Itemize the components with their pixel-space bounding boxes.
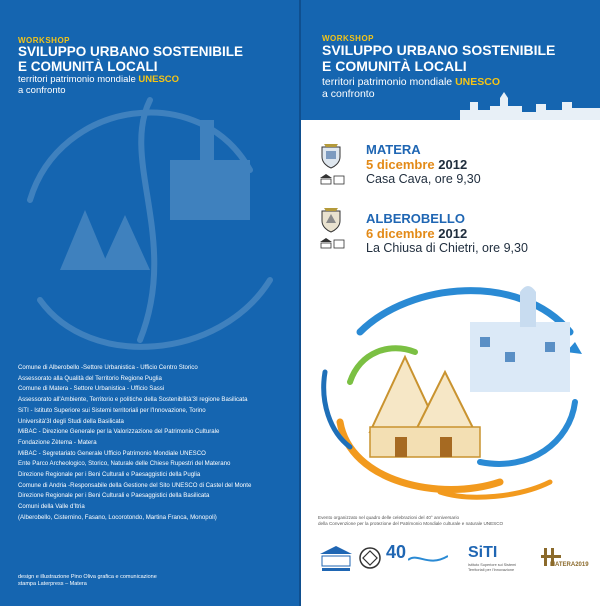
title-line-2: E COMUNITÀ LOCALI [322, 58, 467, 74]
event-date: 5 dicembre 2012 [366, 157, 468, 172]
matera-crest-icon [320, 143, 342, 169]
partner-item: Comuni della Valle d'Itria [18, 503, 85, 511]
partner-item: SiTI - Istituto Superiore sui Sistemi territoriali per l'Innovazione, Torino [18, 406, 206, 414]
credit-line-2: stampa Laterpress – Matera [18, 581, 87, 587]
anniversary-40-logo: 40 [386, 542, 407, 562]
title [322, 42, 555, 74]
siti-logo: SiTI [468, 544, 498, 561]
partner-item: Assessorato all'Ambiente, Territorio e politiche della Sostenibilità'3I regione Basilicata [18, 396, 248, 404]
anniversary-wave-icon [408, 552, 448, 564]
event-place: La Chiusa di Chietri, ore 9,30 [366, 241, 528, 255]
alberobello-crest-icon [320, 207, 342, 233]
workshop-label: WORKSHOP [322, 34, 374, 43]
subtitle-line-2: a confronto [322, 88, 375, 100]
partner-item: Direzione Regionale per i Beni Culturali e Paesaggistici della Basilicata [18, 492, 210, 500]
unesco-icon [318, 237, 346, 249]
partner-item: (Alberobello, Cisternino, Fasano, Locorotondo, Martina Franca, Monopoli) [18, 513, 217, 521]
partner-item: Università'3I degli Studi della Basilicata [18, 417, 124, 425]
title-line-2: E COMUNITÀ LOCALI [18, 59, 158, 74]
footnote-line-2: della Convenzione per la protezione del Patrimonio Mondiale culturale e naturale UNESCO [318, 521, 504, 526]
partner-item: Comune di Andria -Responsabile della Gestione del Sito UNESCO di Castel del Monte [18, 481, 252, 489]
partner-item: Comune di Matera - Settore Urbanistica - Ufficio Sassi [18, 385, 165, 393]
subtitle-prefix: territori patrimonio mondiale [322, 76, 456, 88]
subtitle [18, 74, 179, 96]
partner-item: Fondazione Zètema - Matera [18, 438, 97, 446]
credit-line-1: design e illustrazione Pino Oliva grafica e comunicazione [18, 574, 157, 580]
footnote [318, 515, 588, 527]
title-line-1: SVILUPPO URBANO SOSTENIBILE [322, 42, 556, 58]
partners-list [18, 363, 293, 524]
subtitle-prefix: territori patrimonio mondiale [18, 74, 139, 85]
footnote-line-1: Evento organizzato nel quadro delle celebrazioni del 40° anniversario [318, 515, 460, 520]
workshop-label: WORKSHOP [18, 36, 70, 45]
event-alberobello [366, 211, 528, 256]
event-city: MATERA [366, 142, 421, 157]
event-place: Casa Cava, ore 9,30 [366, 172, 481, 186]
right-panel [300, 0, 600, 606]
partner-item: Ente Parco Archeologico, Storico, Naturale delle Chiese Rupestri del Materano [18, 460, 231, 468]
credits [18, 574, 157, 588]
partner-item: Comune di Alberobello -Settore Urbanistica - Ufficio Centro Storico [18, 364, 198, 371]
partner-item: Assessorato alla Qualità del Territorio Regione Puglia [18, 374, 162, 382]
subtitle-line-2: a confronto [18, 85, 66, 96]
event-date: 6 dicembre 2012 [366, 226, 468, 241]
world-heritage-emblem-icon [358, 546, 382, 570]
event-matera [366, 142, 481, 187]
partner-item: Direzione Regionale per i Beni Culturali e Paesaggistici della Puglia [18, 471, 201, 479]
subtitle-highlight: UNESCO [138, 74, 180, 85]
subtitle-highlight: UNESCO [455, 76, 500, 88]
unesco-icon [318, 173, 346, 185]
unesco-logo-icon [318, 544, 354, 572]
siti-logo-subtitle: Istituto Superiore sui Sistemi Territoriali per l'Innovazione [468, 563, 517, 572]
partner-item: MiBAC - Segretariato Generale Ufficio Patrimonio Mondiale UNESCO [18, 449, 206, 457]
sponsor-logos [318, 540, 593, 580]
partner-item: MiBAC - Direzione Generale per la Valorizzazione del Patrimonio Culturale [18, 428, 220, 436]
subtitle [322, 76, 500, 100]
fold-line [299, 0, 301, 606]
title-line-1: SVILUPPO URBANO SOSTENIBILE [18, 44, 244, 59]
event-city: ALBEROBELLO [366, 211, 465, 226]
matera2019-logo: MATERA2019 [550, 562, 589, 568]
watercolor-illustration [320, 262, 590, 507]
title [18, 44, 243, 74]
